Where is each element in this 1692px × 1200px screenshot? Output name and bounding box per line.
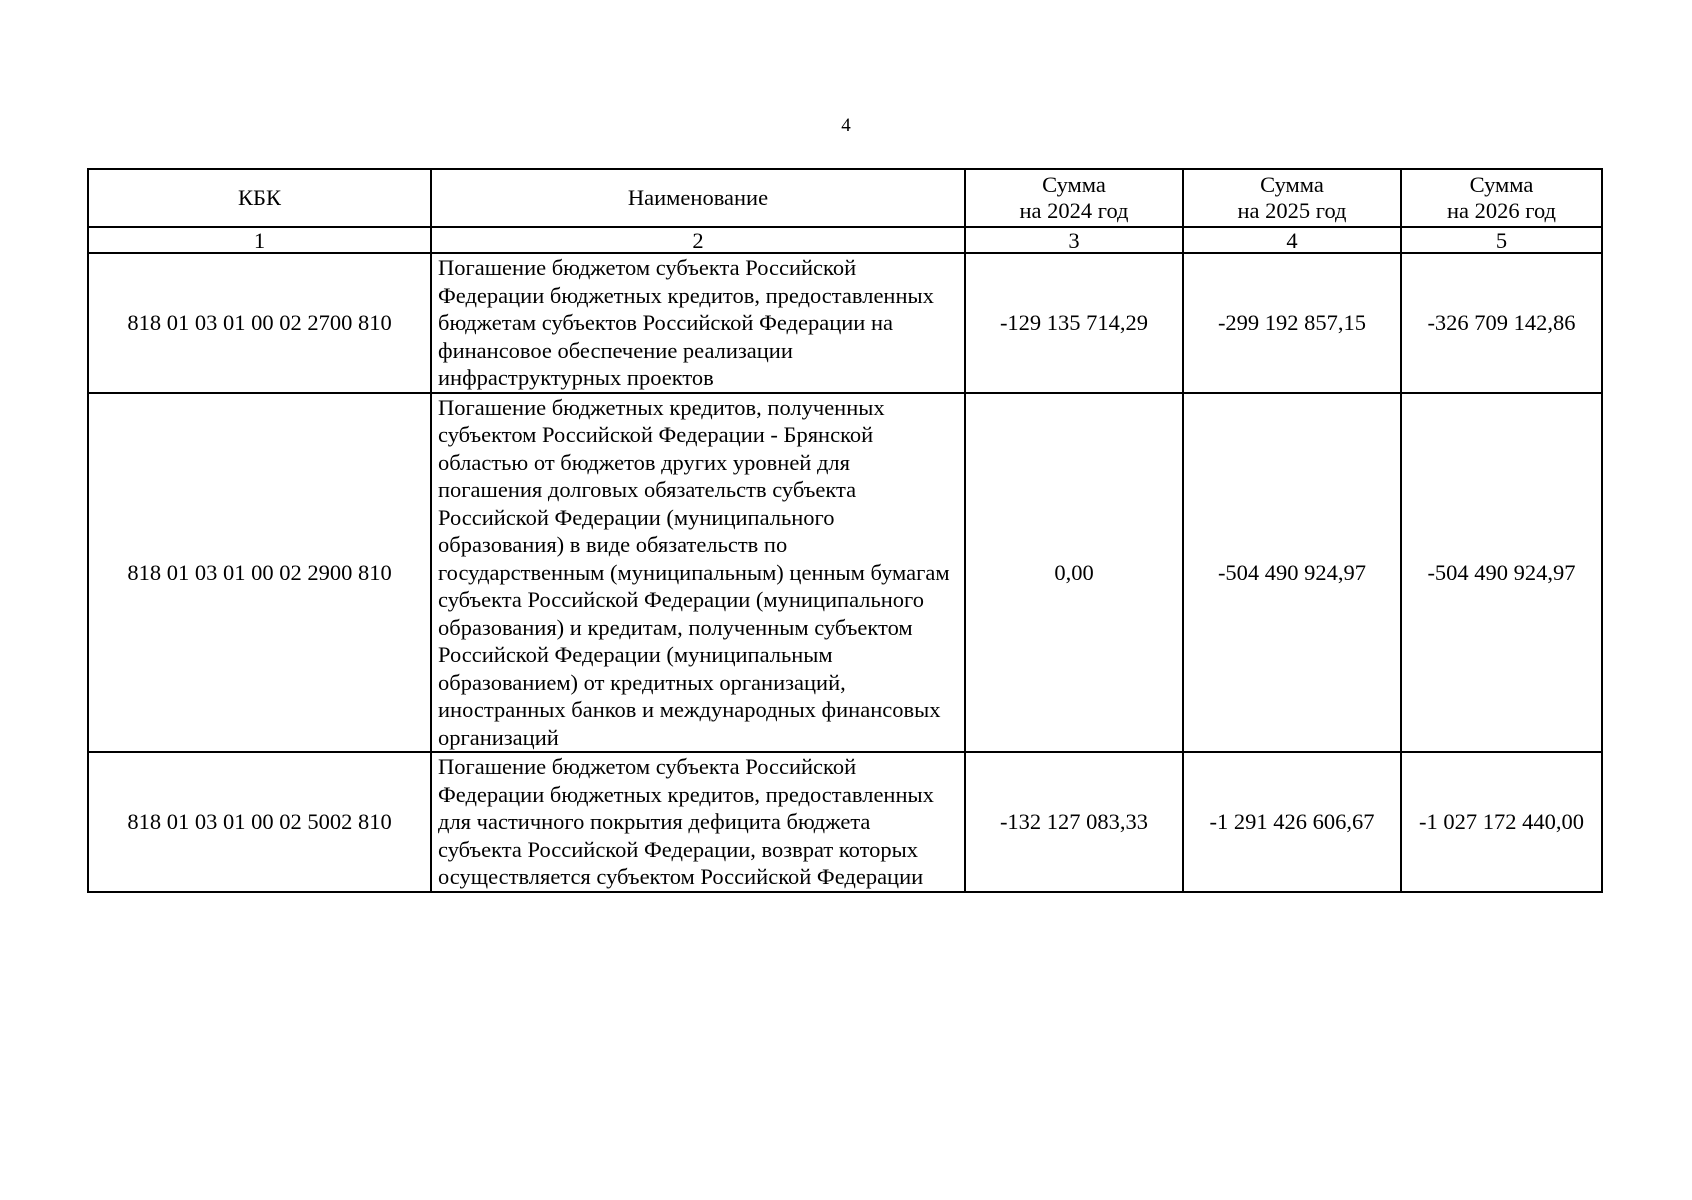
row-name: Погашение бюджетом субъекта Российской Федерации бюджетных кредитов, предоставленных бюджетам субъектов Российской Федерации на финансовое обеспечение реализации инфраструктурных проектов [431,253,965,393]
amount-2024: -129 135 714,29 [965,253,1183,393]
kbk-code: 818 01 03 01 00 02 2700 810 [88,253,431,393]
column-number: 5 [1401,227,1602,253]
amount-2024: -132 127 083,33 [965,752,1183,892]
amount-2024: 0,00 [965,393,1183,753]
header-sum-2026-line2: на 2026 год [1447,198,1556,223]
header-sum-2026 [1401,169,1602,227]
header-sum-2025-line2: на 2025 год [1237,198,1347,223]
header-sum-2024-line1: Сумма [1042,172,1106,197]
amount-2026: -1 027 172 440,00 [1401,752,1602,892]
header-sum-2025-line1: Сумма [1260,172,1324,197]
column-number: 4 [1183,227,1401,253]
column-number: 2 [431,227,965,253]
header-name: Наименование [431,169,965,227]
amount-2025: -299 192 857,15 [1183,253,1401,393]
amount-2026: -504 490 924,97 [1401,393,1602,753]
page-number: 4 [841,115,851,136]
table-row [88,752,1602,892]
header-sum-2024 [965,169,1183,227]
row-name: Погашение бюджетом субъекта Российской Федерации бюджетных кредитов, предоставленных для частичного покрытия дефицита бюджета субъекта Российской Федерации, возврат которых осуществляется субъектом Российской Федерации [431,752,965,892]
amount-2025: -1 291 426 606,67 [1183,752,1401,892]
header-kbk: КБК [88,169,431,227]
column-number: 3 [965,227,1183,253]
header-sum-2025 [1183,169,1401,227]
table-row [88,393,1602,753]
column-number-row [88,227,1602,253]
column-number: 1 [88,227,431,253]
amount-2025: -504 490 924,97 [1183,393,1401,753]
kbk-code: 818 01 03 01 00 02 5002 810 [88,752,431,892]
amount-2026: -326 709 142,86 [1401,253,1602,393]
table-header-row [88,169,1602,227]
budget-sources-table [87,168,1603,893]
header-sum-2026-line1: Сумма [1469,172,1534,197]
row-name: Погашение бюджетных кредитов, полученных субъектом Российской Федерации - Брянской областью от бюджетов других уровней для погашения долговых обязательств субъекта Российской Федерации (муниципального образования) в виде обязательств по государственным (муниципальным) ценным бумагам субъекта Российской Федерации (муниципального образования) и кредитам, полученным субъектом Российской Федерации (муниципальным образованием) от кредитных организаций, иностранных банков и международных финансовых организаций [431,393,965,753]
header-sum-2024-line2: на 2024 год [1019,198,1129,223]
table-row [88,253,1602,393]
kbk-code: 818 01 03 01 00 02 2900 810 [88,393,431,753]
